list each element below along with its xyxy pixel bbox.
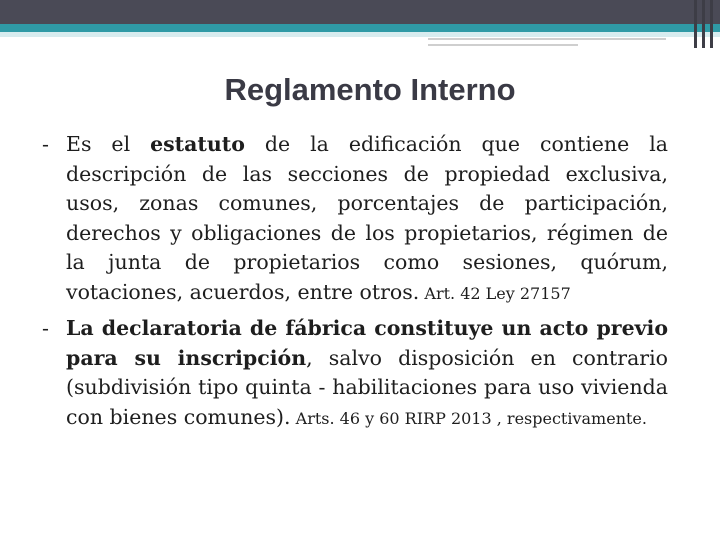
bullet-text-prefix: Es el — [66, 132, 151, 156]
bullet-marker: - — [42, 316, 49, 340]
legal-reference: Art. 42 Ley 27157 — [419, 283, 571, 303]
decorative-stripes — [686, 0, 720, 48]
bullet-item-declaratoria — [36, 314, 668, 433]
bullet-bold-text: estatuto — [150, 132, 245, 156]
decorative-line — [428, 44, 578, 46]
bullet-bold-text: La declaratoria de fábrica constituye un acto previo para su inscripción — [66, 316, 668, 370]
legal-reference: Arts. 46 y 60 RIRP 2013 , respectivamente. — [290, 408, 647, 428]
bullet-item-estatuto — [36, 130, 668, 308]
header-dark-band — [0, 0, 720, 24]
bullet-text: , salvo disposición en contrario (subdivisión tipo quinta - habilitaciones para uso vivienda con bienes comunes). — [66, 345, 668, 429]
header-light-band — [0, 32, 720, 37]
bullet-text: de la edificación que contiene la descripción de las secciones de propiedad exclusiva, usos, zonas comunes, porcentajes de participación, derechos y obligaciones de los propietarios, régimen de la junta de propietarios como sesiones, quórum, votaciones, acuerdos, entre otros. — [66, 132, 668, 304]
bullet-list — [36, 130, 668, 439]
slide-title: Reglamento Interno — [224, 72, 516, 107]
decorative-line — [428, 38, 666, 40]
bullet-marker: - — [42, 132, 49, 156]
header-teal-band — [0, 24, 720, 32]
